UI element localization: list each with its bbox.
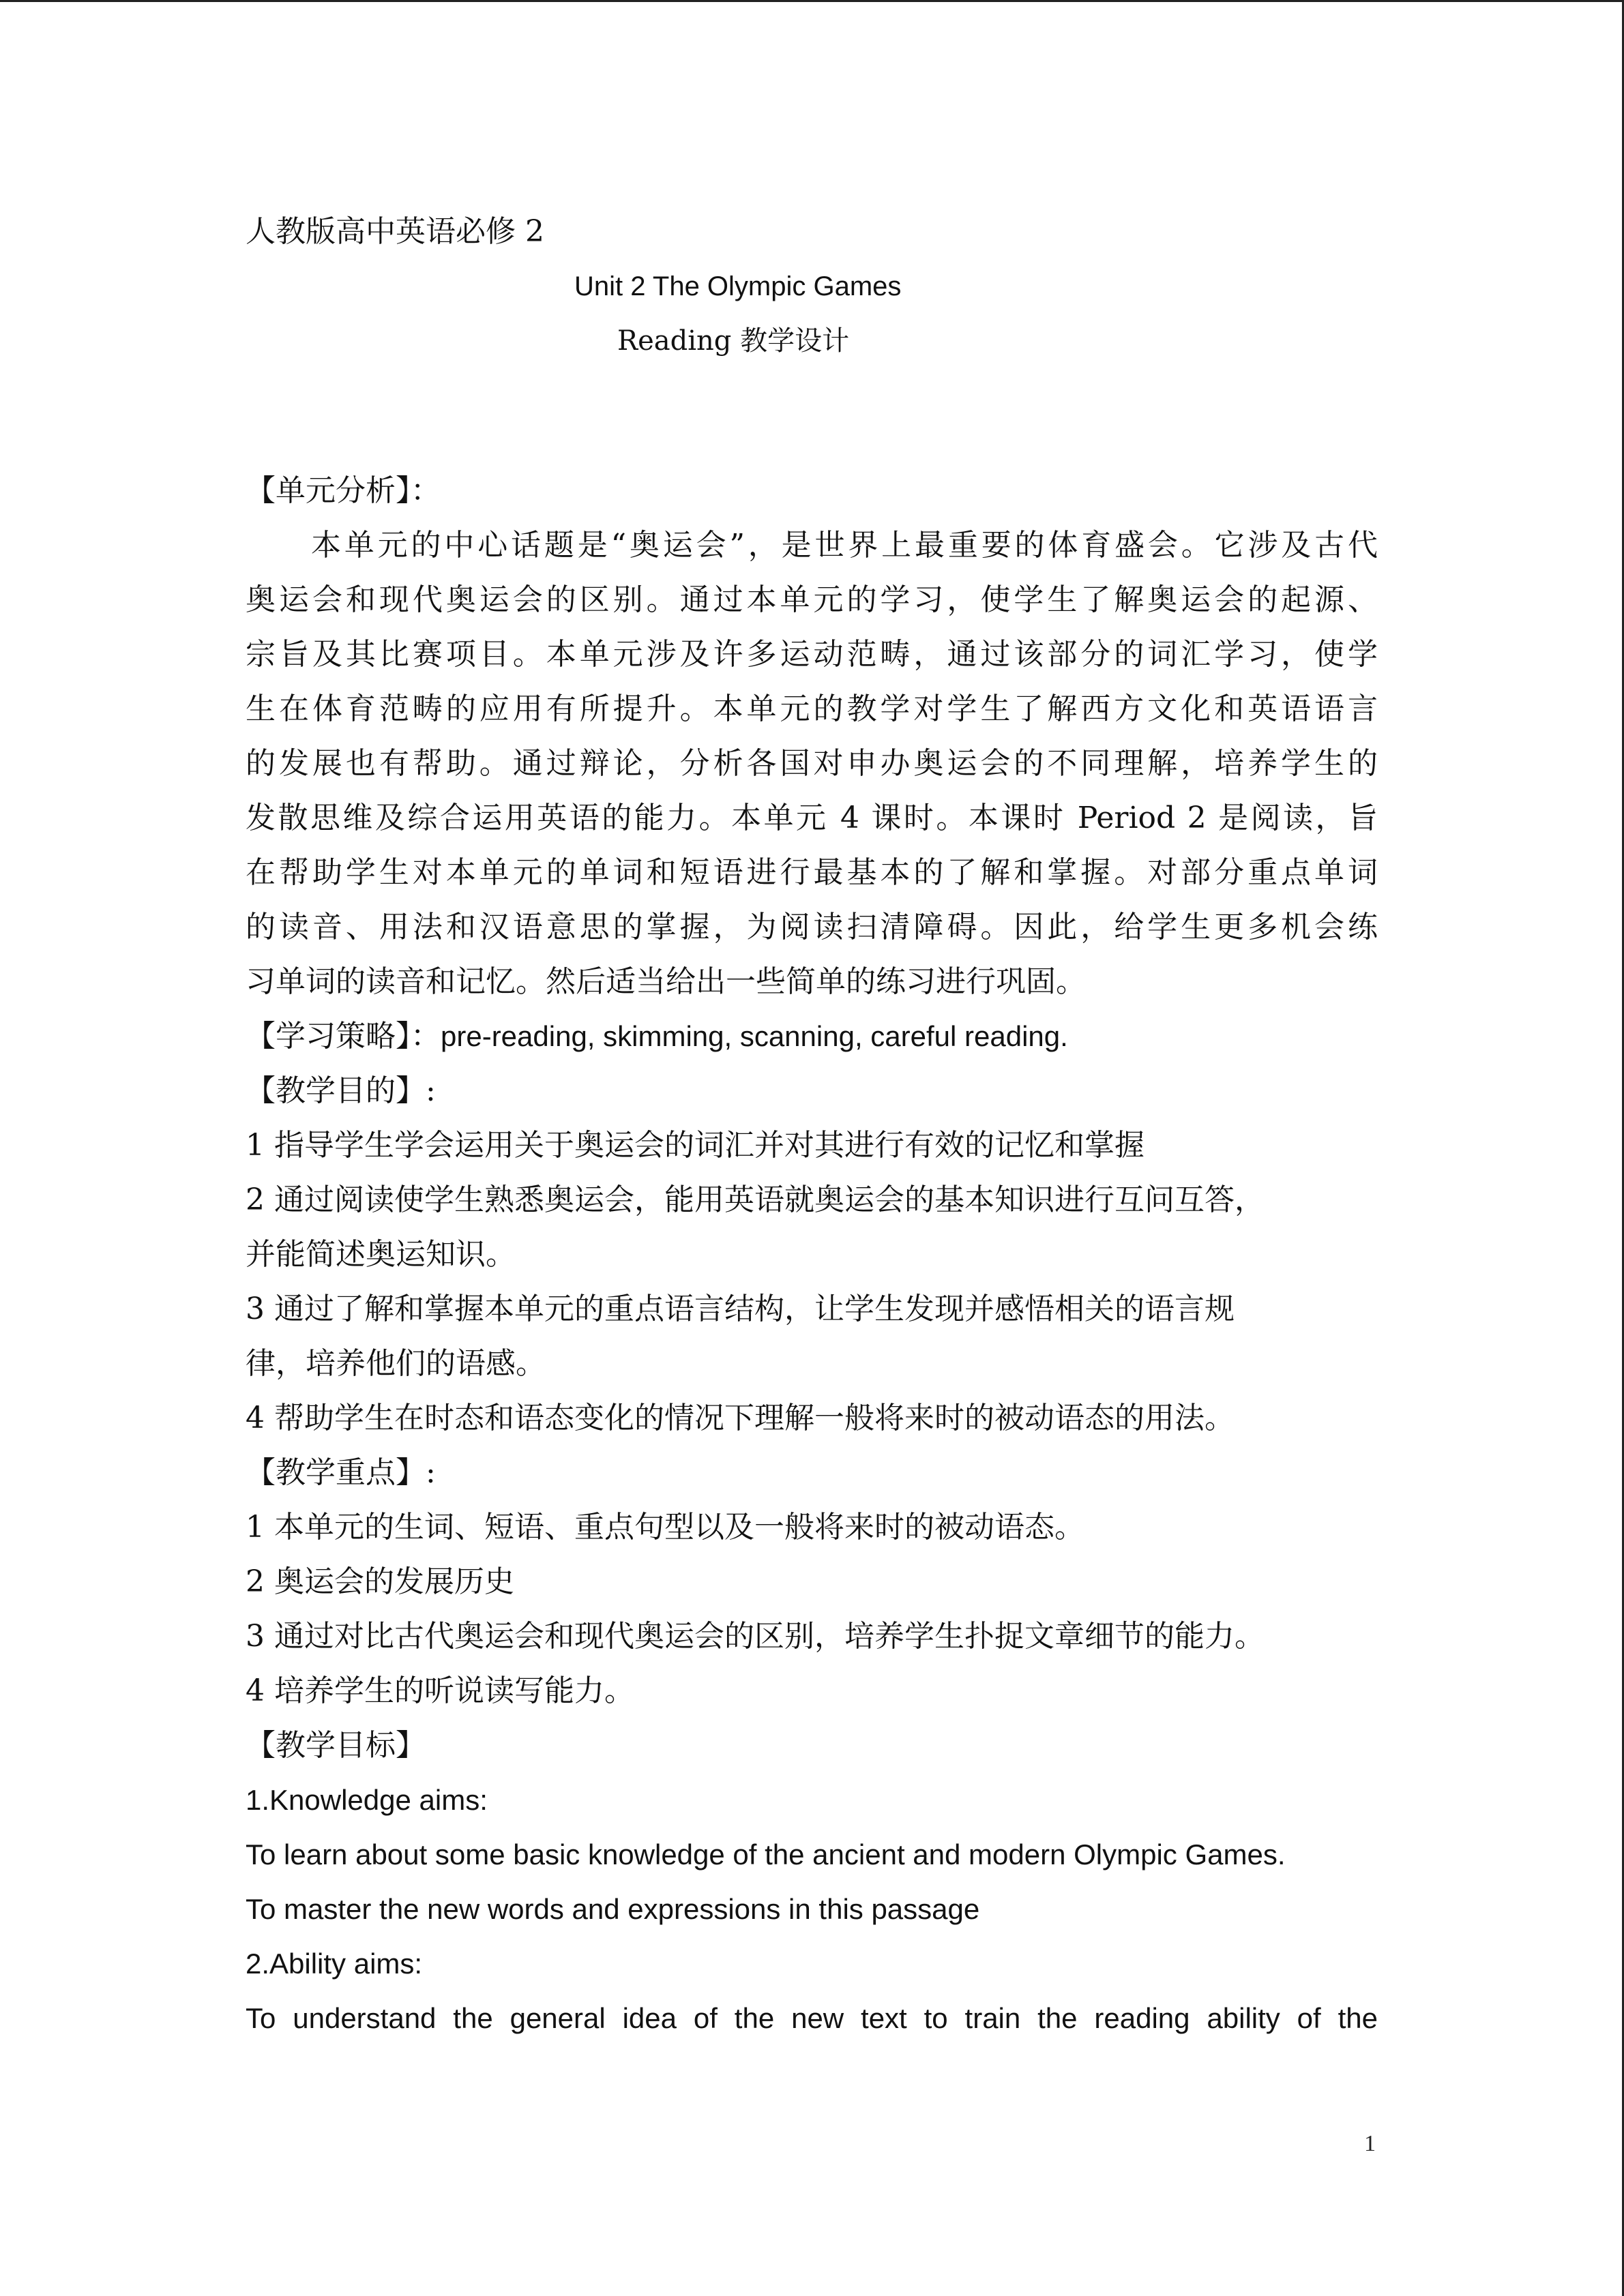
teaching-focus-heading: 【教学重点】: [246,1455,436,1490]
teaching-purpose-item: 4 帮助学生在时态和语态变化的情况下理解一般将来时的被动语态的用法。 [246,1401,1235,1435]
knowledge-aims-line: To learn about some basic knowledge of the ancient and modern Olympic Games. [246,1838,1286,1870]
teaching-purpose-item: 律，培养他们的语感。 [246,1346,546,1381]
document-body [246,205,1378,2046]
lesson-title: Reading 教学设计 [617,325,850,357]
teaching-focus-item: 4 培养学生的听说读写能力。 [246,1673,634,1708]
unit-analysis-line: 宗旨及其比赛项目。本单元涉及许多运动范畴，通过该部分的词汇学习，使学 [246,637,1378,672]
teaching-purpose-item: 2 通过阅读使学生熟悉奥运会，能用英语就奥运会的基本知识进行互问互答， [246,1182,1265,1217]
unit-analysis-line: 在帮助学生对本单元的单词和短语进行最基本的了解和掌握。对部分重点单词 [246,855,1378,890]
unit-analysis-heading: 【单元分析】： [246,473,441,508]
textbook-title: 人教版高中英语必修 2 [246,214,544,249]
knowledge-aims-title: 1.Knowledge aims: [246,1784,488,1816]
teaching-focus-item: 1 本单元的生词、短语、重点句型以及一般将来时的被动语态。 [246,1510,1084,1545]
teaching-focus-item: 3 通过对比古代奥运会和现代奥运会的区别，培养学生扑捉文章细节的能力。 [246,1619,1265,1654]
unit-analysis-line: 本单元的中心话题是“奥运会”，是世界上最重要的体育盛会。它涉及古代 [311,528,1378,563]
learning-strategy [246,1009,1378,1064]
unit-analysis-line: 习单词的读音和记忆。然后适当给出一些简单的练习进行巩固。 [246,964,1086,999]
teaching-purpose-item: 并能简述奥运知识。 [246,1237,516,1272]
teaching-purpose-item: 3 通过了解和掌握本单元的重点语言结构，让学生发现并感悟相关的语言规 [246,1292,1235,1326]
teaching-purpose-item: 1 指导学生学会运用关于奥运会的词汇并对其进行有效的记忆和掌握 [246,1128,1145,1163]
unit-analysis-line: 生在体育范畴的应用有所提升。本单元的教学对学生了解西方文化和英语语言 [246,691,1378,726]
unit-analysis-line: 奥运会和现代奥运会的区别。通过本单元的学习，使学生了解奥运会的起源、 [246,582,1378,617]
unit-analysis-line: 发散思维及综合运用英语的能力。本单元 4 课时。本课时 Period 2 是阅读，旨 [246,801,1378,835]
unit-analysis-line: 的读音、用法和汉语意思的掌握，为阅读扫清障碍。因此，给学生更多机会练 [246,910,1378,944]
ability-aims-line: To understand the general idea of the new text to train the reading ability of the [246,2002,1378,2034]
page-top-border [0,0,1624,2]
ability-aims-title: 2.Ability aims: [246,1948,423,1980]
knowledge-aims-line: To master the new words and expressions in this passage [246,1893,980,1925]
teaching-focus-item: 2 奥运会的发展历史 [246,1564,514,1599]
page-number: 1 [1364,2131,1376,2156]
unit-analysis-line: 的发展也有帮助。通过辩论，分析各国对申办奥运会的不同理解，培养学生的 [246,746,1378,781]
learning-strategy-heading: 【学习策略】： [246,1019,441,1054]
learning-strategy-text: pre-reading, skimming, scanning, careful reading. [441,1020,1068,1052]
unit-title: Unit 2 The Olympic Games [574,271,902,301]
teaching-purpose-heading: 【教学目的】: [246,1073,436,1108]
teaching-goals-heading: 【教学目标】 [246,1728,426,1763]
spacer [246,368,1378,464]
